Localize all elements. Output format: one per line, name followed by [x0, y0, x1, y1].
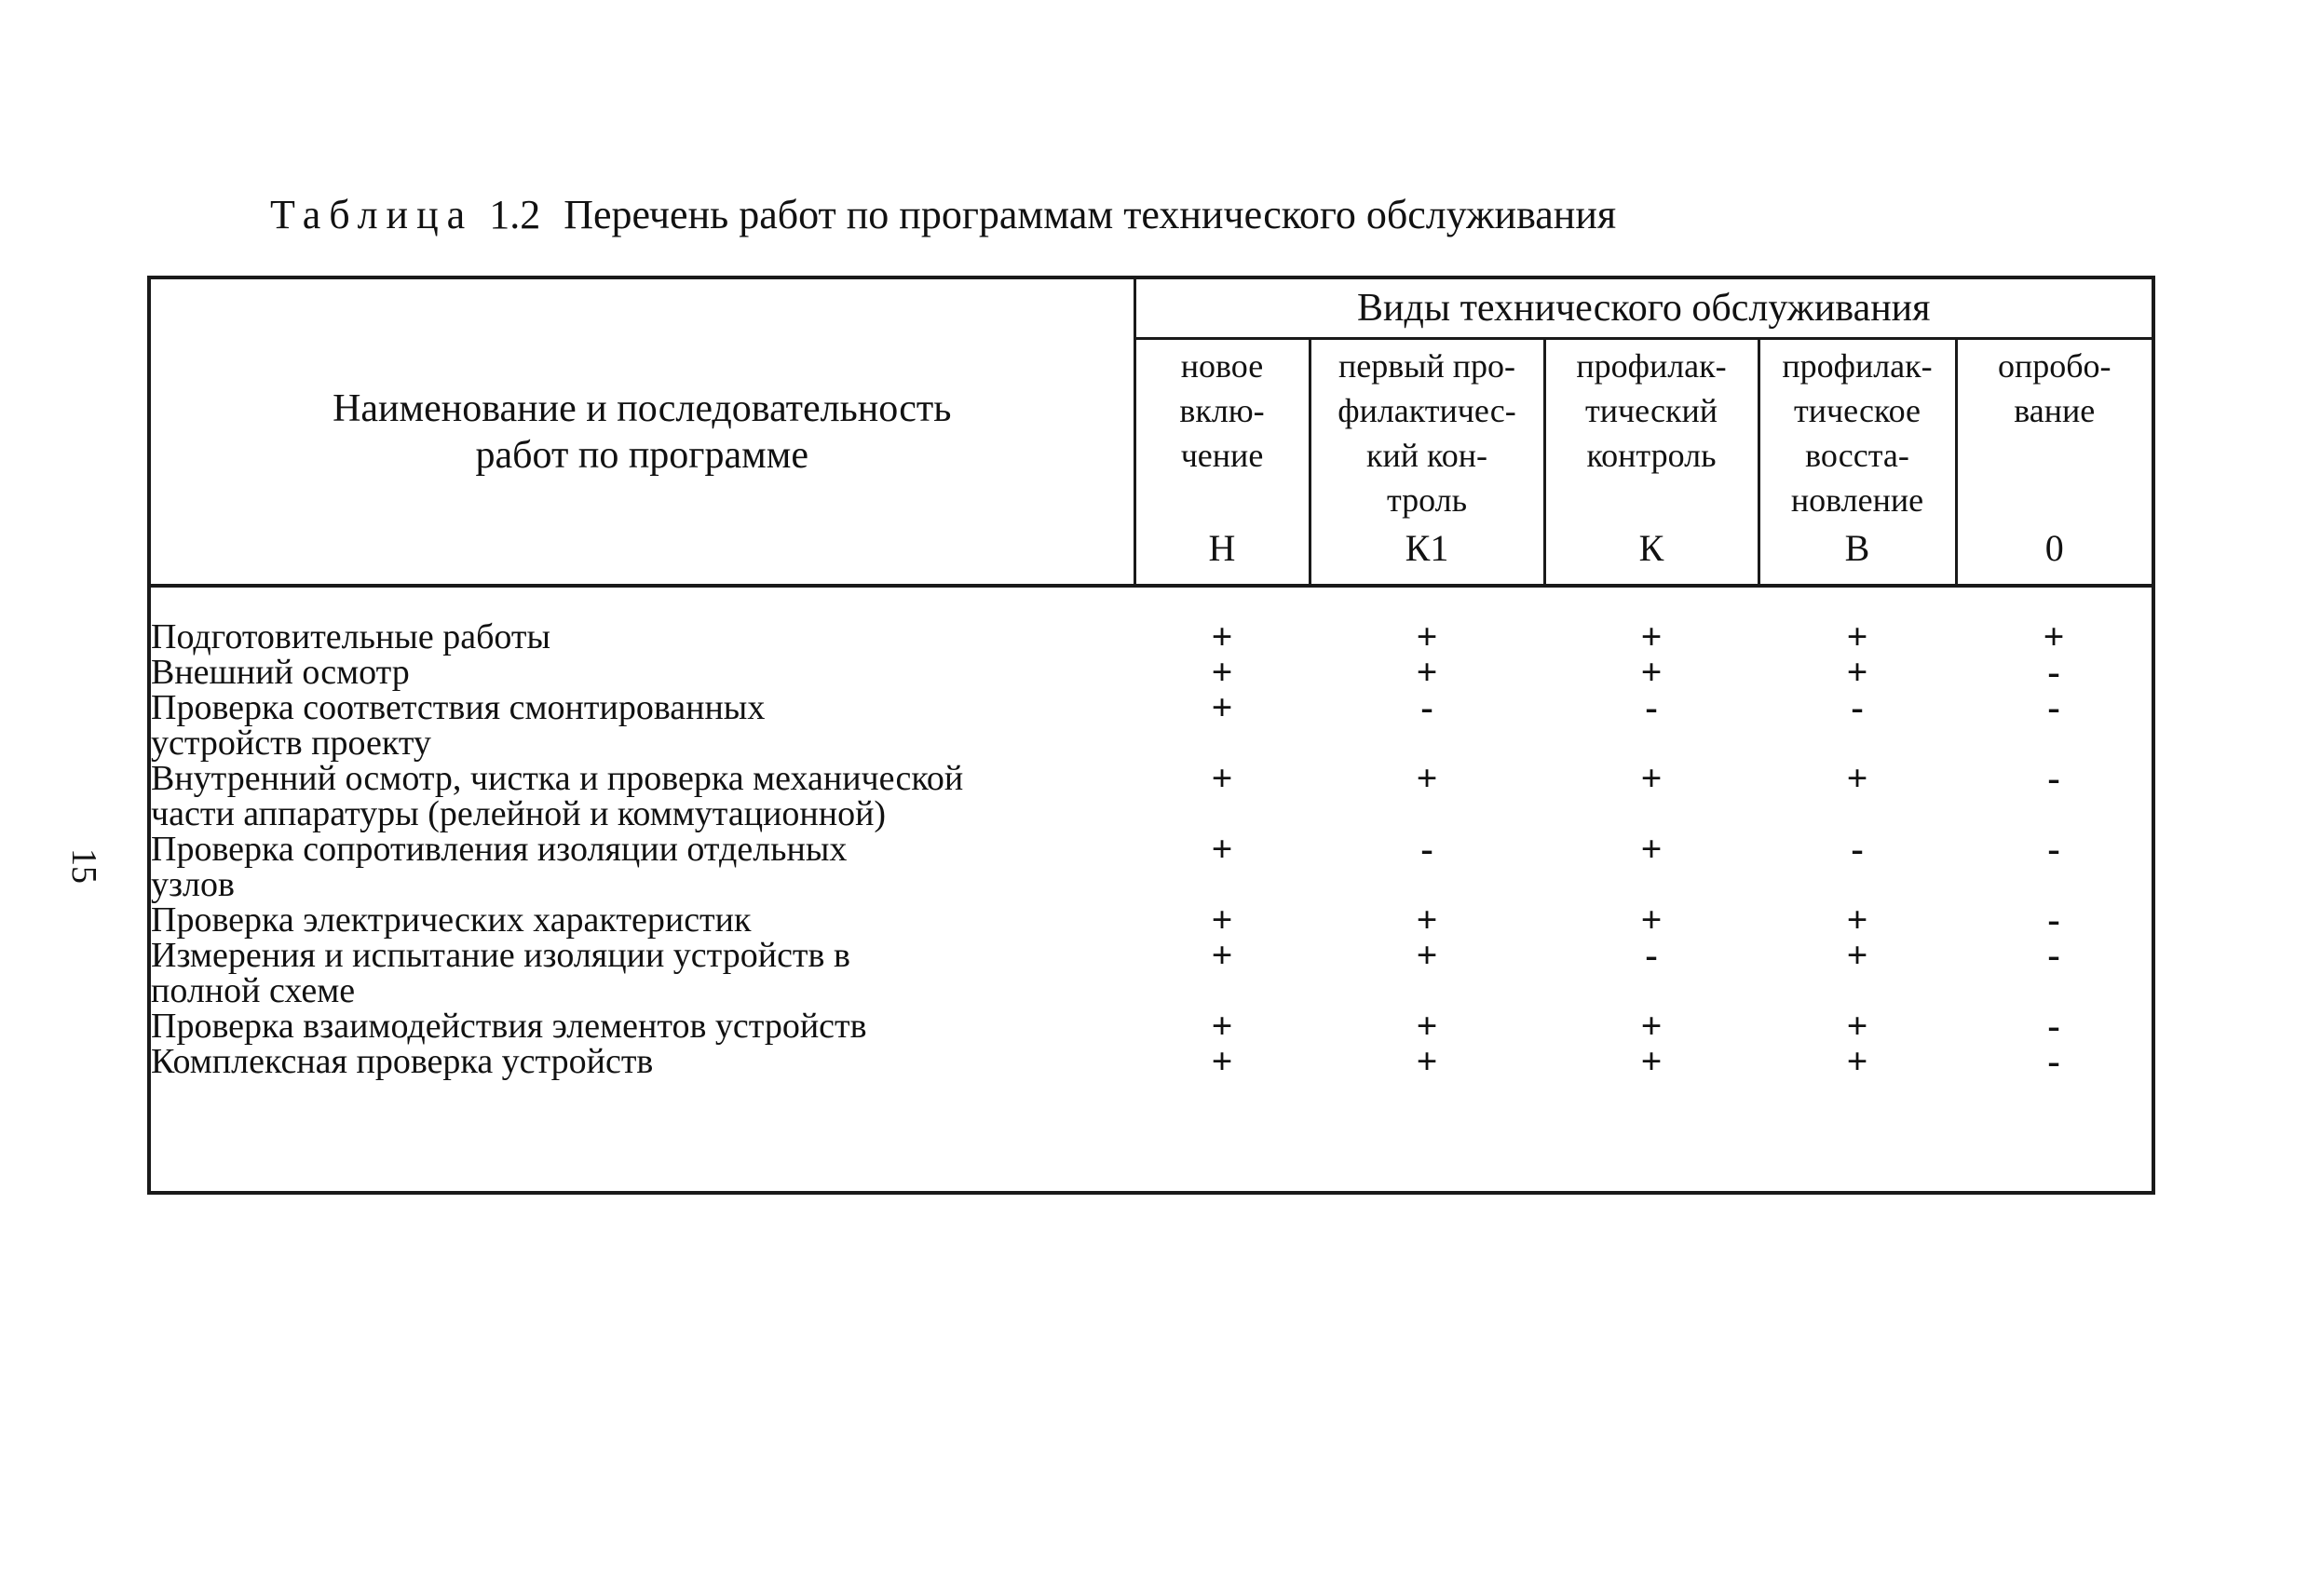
mark-cell: +	[1846, 934, 1868, 976]
mark-cell: +	[1416, 651, 1438, 693]
table-row	[149, 832, 2153, 902]
work-name-line: Проверка соответствия смонтированных	[151, 688, 766, 727]
mark-cell: +	[1416, 934, 1438, 976]
work-name-cell	[149, 1008, 1134, 1044]
mark-cell: -	[2047, 899, 2060, 940]
type-name-line: вклю-	[1179, 392, 1265, 429]
caption-label: Таблица	[270, 192, 474, 237]
work-name-line: Внутренний осмотр, чистка и проверка механической	[151, 759, 964, 798]
type-name-line: профилак-	[1576, 347, 1727, 385]
mark-cell: +	[1211, 757, 1233, 799]
maintenance-table	[147, 276, 2155, 1195]
table-row	[149, 619, 2153, 655]
mark-cell: -	[1851, 828, 1864, 870]
mark-cell: +	[1211, 686, 1233, 728]
mark-cell: +	[1846, 615, 1868, 657]
maintenance-types-group-header: Виды технического обслуживания	[1134, 277, 2153, 339]
type-code: В	[1844, 527, 1870, 569]
work-name-line: Проверка взаимодействия элементов устройств	[151, 1007, 867, 1046]
type-name-line: тический	[1585, 392, 1718, 429]
mark-cell: +	[1416, 615, 1438, 657]
name-column-header	[149, 277, 1134, 586]
mark-cell: -	[2047, 651, 2060, 693]
mark-cell: +	[1846, 1005, 1868, 1047]
mark-cell: +	[1416, 1005, 1438, 1047]
work-name-cell	[149, 619, 1134, 655]
mark-cell: +	[1211, 1005, 1233, 1047]
work-name-cell	[149, 761, 1134, 832]
type-name-line: чение	[1180, 437, 1264, 474]
mark-cell: -	[2047, 686, 2060, 728]
mark-cell: +	[1640, 1005, 1663, 1047]
name-header-line: Наименование и последовательность	[333, 386, 952, 430]
type-name-line: кий кон-	[1366, 437, 1487, 474]
type-name-line: контроль	[1586, 437, 1717, 474]
work-name-line: Комплексная проверка устройств	[151, 1042, 654, 1081]
table-caption	[270, 191, 1616, 238]
table-row	[149, 761, 2153, 832]
mark-cell: -	[2047, 1005, 2060, 1047]
mark-cell: +	[2043, 615, 2065, 657]
mark-cell: +	[1211, 651, 1233, 693]
mark-cell: +	[1211, 934, 1233, 976]
type-name-line: филактичес-	[1338, 392, 1516, 429]
table-spacer	[149, 1079, 2153, 1193]
mark-cell: +	[1846, 757, 1868, 799]
work-name-line: Измерения и испытание изоляции устройств в	[151, 936, 850, 975]
work-name-cell	[149, 902, 1134, 938]
mark-cell: +	[1846, 651, 1868, 693]
type-header-control	[1544, 339, 1758, 587]
type-name-line: новое	[1180, 347, 1264, 385]
mark-cell: +	[1640, 757, 1663, 799]
work-name-line: Проверка электрических характеристик	[151, 900, 752, 940]
type-name-line: тическое	[1793, 392, 1921, 429]
table-row	[149, 1044, 2153, 1079]
mark-cell: +	[1640, 651, 1663, 693]
type-header-first-control	[1310, 339, 1544, 587]
table-spacer	[149, 586, 2153, 619]
type-code: Н	[1208, 527, 1236, 569]
type-name-line: троль	[1386, 481, 1468, 519]
mark-cell: +	[1640, 899, 1663, 940]
mark-cell: +	[1846, 1040, 1868, 1082]
mark-cell: -	[2047, 934, 2060, 976]
work-name-cell	[149, 655, 1134, 690]
type-name-line: вание	[2014, 392, 2096, 429]
type-name-line: восста-	[1805, 437, 1909, 474]
type-name-line: профилак-	[1782, 347, 1933, 385]
work-name-cell	[149, 690, 1134, 761]
type-code: 0	[2044, 527, 2064, 569]
mark-cell: +	[1211, 1040, 1233, 1082]
type-header-restoration	[1758, 339, 1956, 587]
type-name-line: первый про-	[1338, 347, 1515, 385]
table-row	[149, 655, 2153, 690]
work-name-line: части аппаратуры (релейной и коммутационной)	[151, 794, 887, 833]
mark-cell: -	[1645, 686, 1658, 728]
work-name-cell	[149, 1044, 1134, 1079]
mark-cell: +	[1416, 899, 1438, 940]
mark-cell: -	[1645, 934, 1658, 976]
table-row	[149, 938, 2153, 1008]
table-row	[149, 690, 2153, 761]
mark-cell: +	[1211, 615, 1233, 657]
mark-cell: +	[1640, 828, 1663, 870]
type-code: К1	[1405, 527, 1449, 569]
caption-title: Перечень работ по программам технического обслуживания	[564, 192, 1617, 237]
caption-number: 1.2	[489, 192, 541, 237]
work-name-line: Проверка сопротивления изоляции отдельных	[151, 830, 848, 869]
mark-cell: -	[2047, 828, 2060, 870]
mark-cell: -	[1420, 686, 1433, 728]
work-name-line: Внешний осмотр	[151, 653, 410, 692]
mark-cell: -	[2047, 1040, 2060, 1082]
work-name-line: Подготовительные работы	[151, 617, 551, 656]
table-row	[149, 902, 2153, 938]
work-name-line: узлов	[151, 865, 235, 904]
mark-cell: -	[1420, 828, 1433, 870]
type-name-line: новление	[1790, 481, 1924, 519]
type-name-line: опробо-	[1997, 347, 2112, 385]
mark-cell: +	[1211, 828, 1233, 870]
mark-cell: -	[2047, 757, 2060, 799]
mark-cell: +	[1846, 899, 1868, 940]
type-header-new	[1134, 339, 1310, 587]
page-number: 15	[64, 848, 103, 884]
type-header-testing	[1956, 339, 2153, 587]
mark-cell: +	[1640, 1040, 1663, 1082]
table-row	[149, 1008, 2153, 1044]
work-name-line: полной схеме	[151, 971, 356, 1010]
mark-cell: +	[1416, 1040, 1438, 1082]
mark-cell: -	[1851, 686, 1864, 728]
work-name-line: устройств проекту	[151, 724, 431, 763]
work-name-cell	[149, 938, 1134, 1008]
work-name-cell	[149, 832, 1134, 902]
name-header-line: работ по программе	[475, 433, 808, 477]
mark-cell: +	[1416, 757, 1438, 799]
type-code: К	[1638, 527, 1664, 569]
mark-cell: +	[1211, 899, 1233, 940]
mark-cell: +	[1640, 615, 1663, 657]
